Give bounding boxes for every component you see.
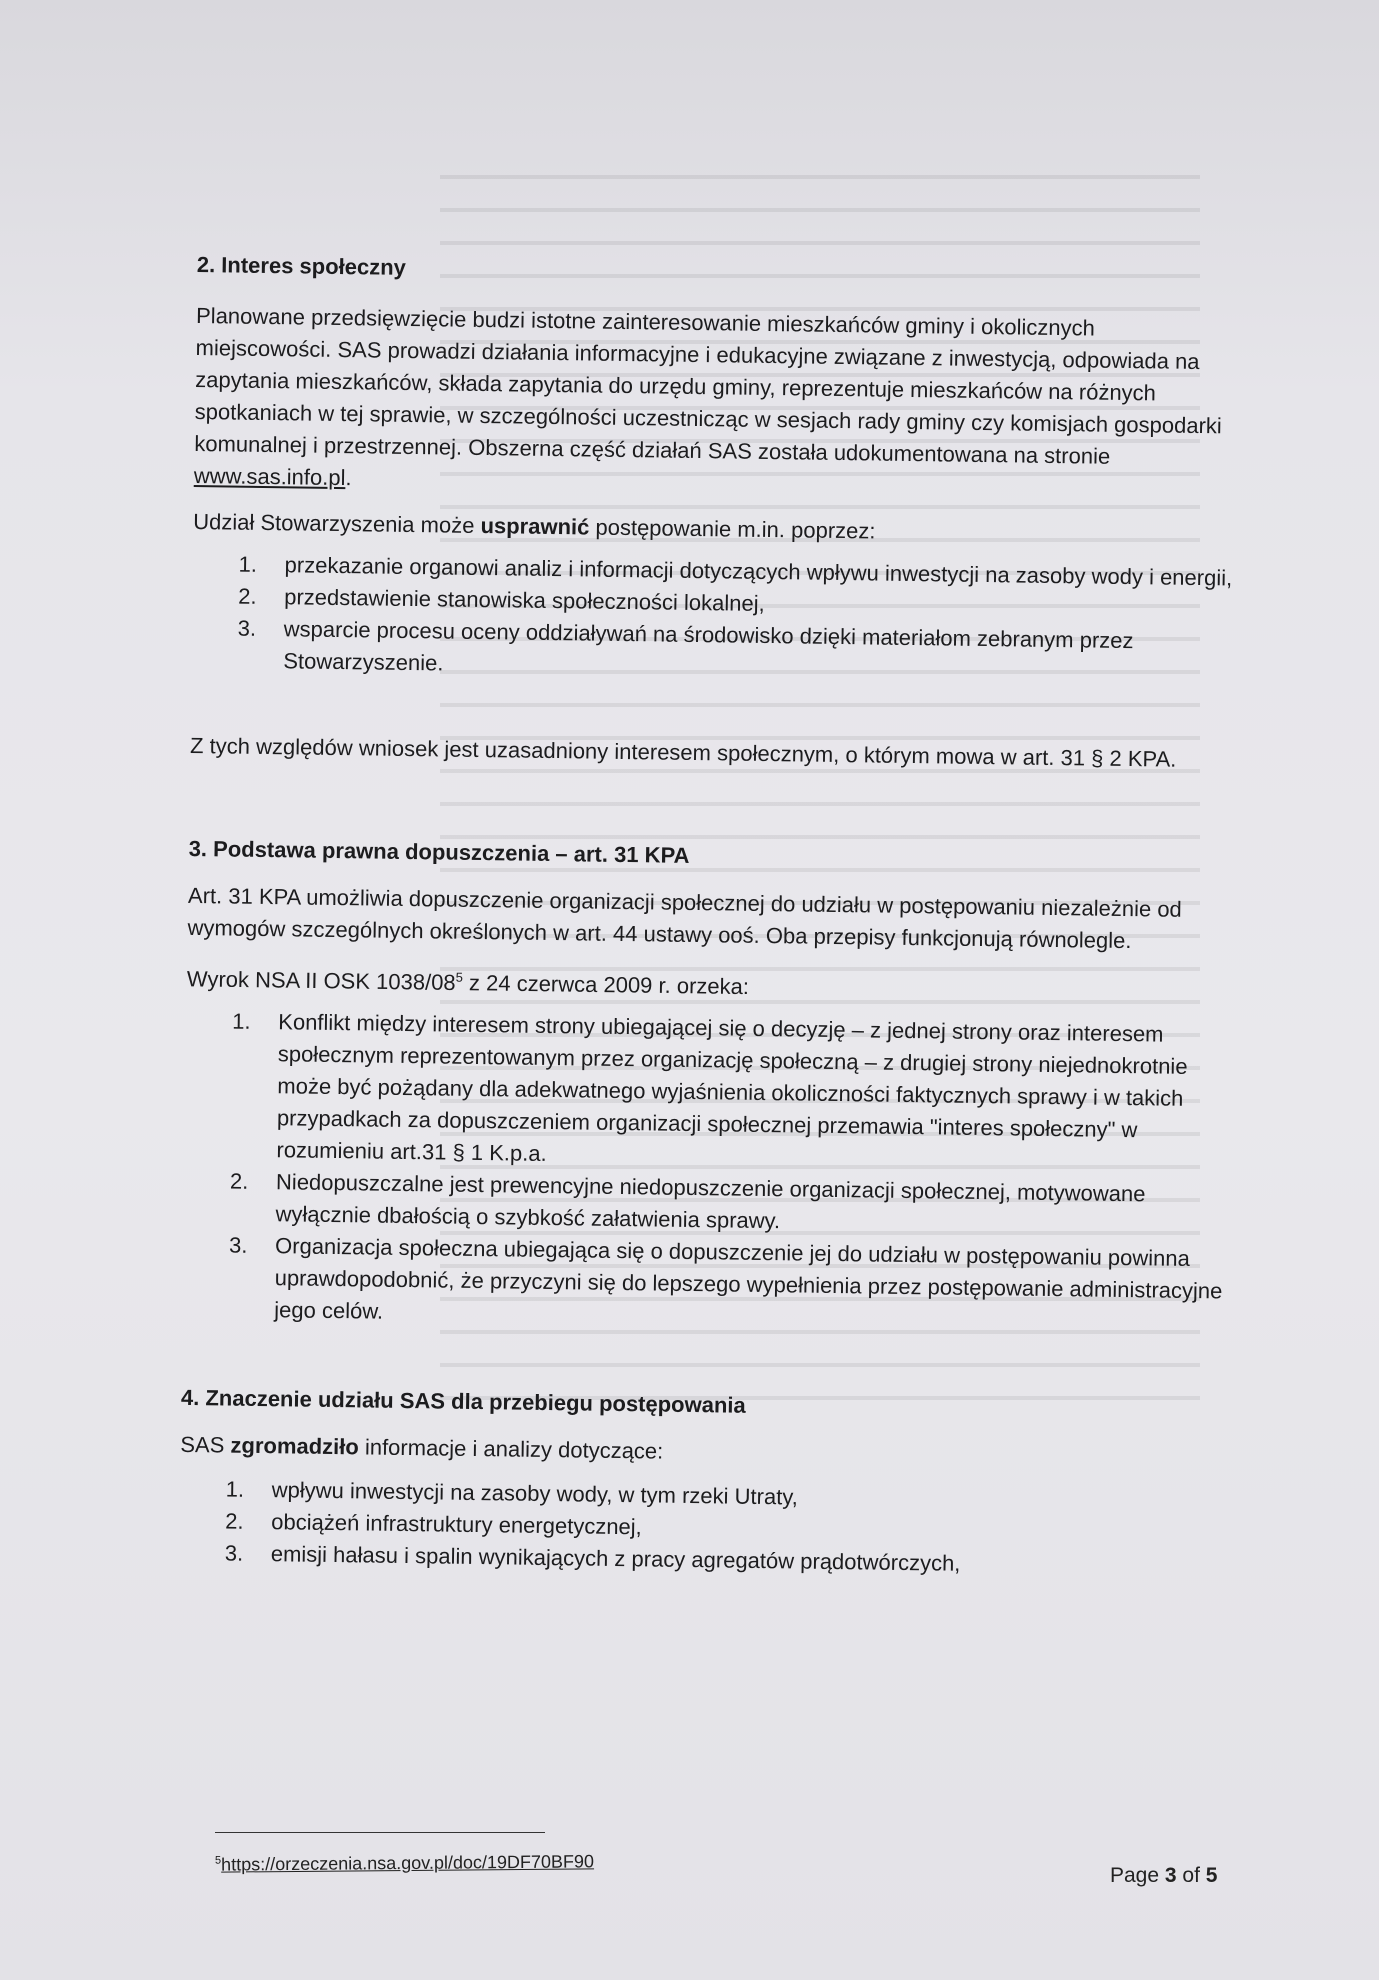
section-4-list [179,1473,1220,1584]
section-2-intro-list: Udział Stowarzyszenia może usprawnić postępowanie m.in. poprzez: [193,508,876,544]
sas-website-link[interactable]: www.sas.info.pl [193,462,346,491]
list-item: 1. wpływu inwestycji na zasoby wody, w tym rzeki Utraty, [225,1476,798,1510]
list-item: 1. Konflikt między interesem strony ubiegającej się o decyzję – z jednej strony oraz interesem społecznym reprezentowanym przez organizację społeczną – z drugiej strony niejednokrotnie może być pożądany dla adekwatnego wyjaśnienia okoliczności faktycznych sprawy i w takich przypadkach za dopuszczeniem organizacji społecznej przemawia "interes społeczny" w rozumieniu art.31 § 1 K.p.a. [232,1008,1188,1167]
section-2-paragraph: Planowane przedsięwzięcie budzi istotne zainteresowanie mieszkańców gminy i okolicznych miejscowości. SAS prowadzi działania informacyjne i edukacyjne związane z inwestycją, odpowiada na zapytania mieszkańców, składa zapytania do urzędu gminy, reprezentuje mieszkańców na różnych spotkaniach w tej sprawie, w szczególności uczestnicząc w sesjach rady gminy czy komisjach gospodarki komunalnej i przestrzennej. Obszerna część działań SAS została udokumentowana na stronie www.sas.info.pl. [193,302,1222,491]
court-ruling-intro: Wyrok NSA II OSK $1038/08^5$ z 24 czerwca 2009 r. orzeka: [186,966,750,1000]
footnote-separator [215,1832,545,1833]
list-item: 3. emisji hałasu i spalin wynikających z pracy agregatów prądotwórczych, [224,1540,961,1577]
document-body [179,252,1237,1584]
section-2-conclusion: Z tych względów wniosek jest uzasadniony interesem społecznym, o którym mowa w art. 31 § 2 KPA. [189,732,1177,772]
list-item: 3. wsparcie procesu oceny oddziaływań na środowisko dzięki materiałom zebranym przez Stowarzyszenie. [237,615,1134,676]
section-3-paragraph: Art. 31 KPA umożliwia dopuszczenie organizacji społecznej do udziału w postępowaniu niezależnie od wymogów szczególnych określonych w art. 44 ustawy ooś. Oba przepisy funkcjonują równolegle. [187,882,1182,954]
section-4-heading: 4. Znaczenie udziału SAS dla przebiegu postępowania [180,1385,746,1419]
footnote [215,1851,594,1875]
footnote-reference[interactable]: 5 [455,969,464,985]
section-3-heading: 3. Podstawa prawna dopuszczenia – art. 31 KPA [188,835,690,868]
section-2-heading: 2. Interes społeczny [196,252,407,280]
list-item: 3. Organizacja społeczna ubiegająca się o dopuszczenie jej do udziału w postępowaniu powinna uprawdopodobnić, że przyczyni się do lepszego wypełnienia przez postępowanie administracyjne jego celów. [228,1232,1223,1325]
section-2-list [191,548,1233,691]
section-4-paragraph: SAS zgromadziło informacje i analizy dotyczące: [180,1432,664,1464]
list-item: 2. obciążeń infrastruktury energetycznej, [225,1508,642,1540]
list-item: 2. przedstawienie stanowiska społeczności lokalnej, [238,583,765,616]
footnote-link[interactable]: https://orzeczenia.nsa.gov.pl/doc/19DF70BF90 [221,1851,595,1875]
list-item: 1. przekazanie organowi analiz i informacji dotyczących wpływu inwestycji na zasoby wody i energii, [238,551,1233,591]
list-item: 2. Niedopuszczalne jest prewencyjne niedopuszczenie organizacji społecznej, motywowane wyłącznie dbałością o szybkość załatwienia sprawy. [229,1168,1146,1234]
section-3-list [182,1005,1226,1339]
page-number: Page 3 of 5 [1110,1864,1218,1887]
footnote-marker: 5 [214,1854,222,1867]
